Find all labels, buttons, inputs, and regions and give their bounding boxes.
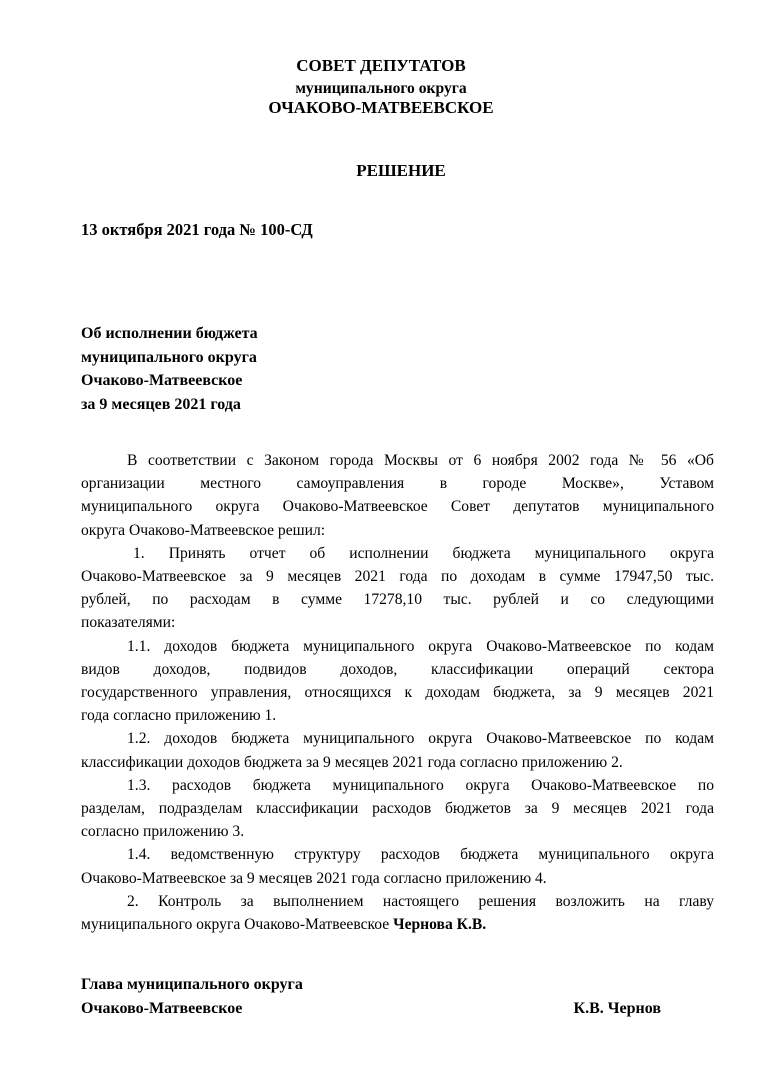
district-name: ОЧАКОВО-МАТВЕЕВСКОЕ xyxy=(268,98,494,117)
text-line: Очаково-Матвеевское за 9 месяцев 2021 года по доходам в сумме 17947,50 тыс. xyxy=(81,568,714,586)
text-line: 1.3. расходов бюджета муниципального округа Очаково-Матвеевское по xyxy=(127,776,714,794)
text-line: муниципального округа Очаково-Матвеевское Совет депутатов муниципального xyxy=(81,498,714,516)
signatory-district: Очаково-Матвеевское xyxy=(81,999,243,1017)
text-line: организации местного самоуправления в городе Москве», Уставом xyxy=(81,475,714,493)
text-line: 1.1. доходов бюджета муниципального округа Очаково-Матвеевское по кодам xyxy=(127,637,714,655)
item-1-paragraph xyxy=(81,542,714,635)
text-line: Очаково-Матвеевское за 9 месяцев 2021 года согласно приложению 4. xyxy=(81,869,547,887)
item-1-3-paragraph xyxy=(81,774,714,844)
subject-line: Об исполнении бюджета xyxy=(81,325,258,342)
text-line: округа Очаково-Матвеевское решил: xyxy=(81,521,326,539)
district-label: муниципального округа xyxy=(295,80,467,97)
text-line: 1.2. доходов бюджета муниципального округа Очаково-Матвеевское по кодам xyxy=(127,730,714,748)
preamble-paragraph xyxy=(81,449,714,542)
signatory-name: К.В. Чернов xyxy=(573,999,661,1017)
text-line: В соответствии с Законом города Москвы от 6 ноября 2002 года № 56 «Об xyxy=(127,452,714,469)
text-line: года согласно приложению 1. xyxy=(81,707,277,725)
subject-line: муниципального округа xyxy=(81,348,257,366)
signature-block xyxy=(81,973,661,1020)
signatory-position: Глава муниципального округа xyxy=(81,976,303,993)
text-line: 2. Контроль за выполнением настоящего решения возложить на главу xyxy=(127,892,714,910)
item-2-paragraph xyxy=(81,890,714,936)
item-1-1-paragraph xyxy=(81,635,714,728)
date-and-number: 13 октября 2021 года № 100-СД xyxy=(81,220,313,239)
subject-line: за 9 месяцев 2021 года xyxy=(81,395,241,413)
signature-title-line xyxy=(81,997,661,1021)
text-line: разделам, подразделам классификации расходов бюджетов за 9 месяцев 2021 года xyxy=(81,800,714,818)
text-line: 1. Принять отчет об исполнении бюджета муниципального округа xyxy=(133,544,714,562)
signature-title-line xyxy=(81,973,661,997)
text-line: согласно приложению 3. xyxy=(81,823,245,841)
document-subject xyxy=(81,322,258,416)
document-type: РЕШЕНИЕ xyxy=(356,161,446,180)
text-line: государственного управления, относящихся к доходам бюджета, за 9 месяцев 2021 xyxy=(81,684,714,702)
text-line: классификации доходов бюджета за 9 месяцев 2021 года согласно приложению 2. xyxy=(81,753,623,771)
text-line xyxy=(81,913,714,936)
item-1-4-paragraph xyxy=(81,843,714,889)
council-title: СОВЕТ ДЕПУТАТОВ xyxy=(296,56,466,75)
text-span: муниципального округа Очаково-Матвеевское xyxy=(81,916,394,934)
text-line: рублей, по расходам в сумме 17278,10 тыс. рублей и со следующими xyxy=(81,591,714,609)
responsible-person: Чернова К.В. xyxy=(393,916,487,934)
text-line: показателями: xyxy=(81,614,176,632)
item-1-2-paragraph xyxy=(81,727,714,773)
text-line: видов доходов, подвидов доходов, классификации операций сектора xyxy=(81,660,714,678)
text-line: 1.4. ведомственную структуру расходов бюджета муниципального округа xyxy=(127,846,714,864)
subject-line: Очаково-Матвеевское xyxy=(81,372,243,390)
document-body xyxy=(81,449,714,936)
